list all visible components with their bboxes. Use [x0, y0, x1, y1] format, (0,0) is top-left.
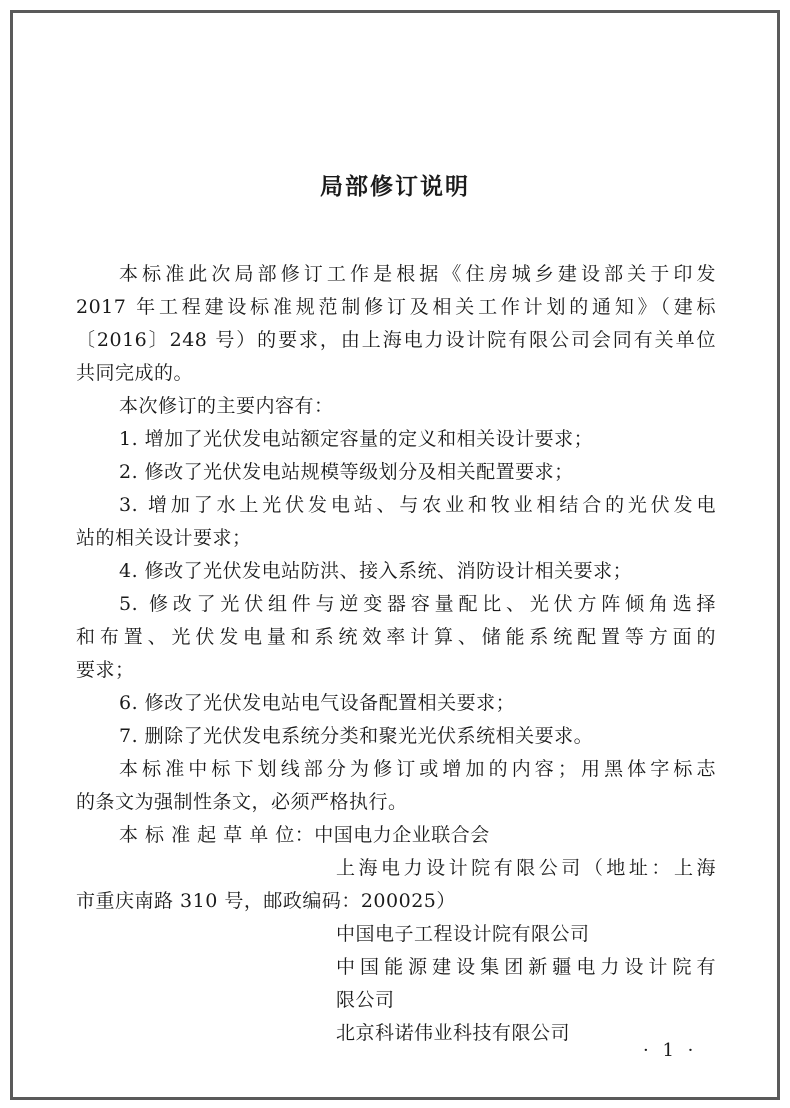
page-title: 局部修订说明 [320, 174, 470, 200]
text-line-15: 7. 删除了光伏发电系统分类和聚光光伏系统相关要求。 [119, 725, 594, 747]
text-line-10: 4. 修改了光伏发电站防洪、接入系统、消防设计相关要求； [119, 560, 633, 582]
text-line-14: 6. 修改了光伏发电站电气设备配置相关要求； [119, 692, 516, 714]
text-line-20: 市重庆南路 310 号，邮政编码：200025） [76, 890, 456, 912]
text-line-6: 1. 增加了光伏发电站额定容量的定义和相关设计要求； [119, 428, 594, 450]
text-line-5: 本次修订的主要内容有： [119, 395, 334, 417]
text-line-22: 中国能源建设集团新疆电力设计院有 [336, 956, 716, 978]
text-line-17: 的条文为强制性条文，必须严格执行。 [76, 791, 408, 813]
text-line-2: 2017 年工程建设标准规范制修订及相关工作计划的通知》（建标 [76, 296, 716, 318]
text-line-1: 本标准此次局部修订工作是根据《住房城乡建设部关于印发 [119, 263, 716, 285]
text-line-24: 北京科诺伟业科技有限公司 [336, 1022, 571, 1044]
text-line-7: 2. 修改了光伏发电站规模等级划分及相关配置要求； [119, 461, 574, 483]
text-line-16: 本标准中标下划线部分为修订或增加的内容；用黑体字标志 [119, 758, 716, 780]
text-line-19: 上海电力设计院有限公司（地址：上海 [336, 857, 716, 879]
text-line-21: 中国电子工程设计院有限公司 [336, 923, 590, 945]
text-line-4: 共同完成的。 [76, 362, 194, 384]
text-line-11: 5. 修改了光伏组件与逆变器容量配比、光伏方阵倾角选择 [119, 593, 716, 615]
text-line-9: 站的相关设计要求； [76, 527, 252, 549]
text-line-13: 要求； [76, 659, 135, 681]
page-number: · 1 · [643, 1040, 698, 1061]
text-line-12: 和布置、光伏发电量和系统效率计算、储能系统配置等方面的 [76, 626, 716, 648]
text-line-18: 本 标 准 起 草 单 位：中国电力企业联合会 [119, 824, 490, 846]
text-line-23: 限公司 [336, 989, 395, 1011]
text-line-8: 3. 增加了水上光伏发电站、与农业和牧业相结合的光伏发电 [119, 494, 716, 516]
text-line-3: 〔2016〕248 号）的要求，由上海电力设计院有限公司会同有关单位 [76, 329, 716, 351]
